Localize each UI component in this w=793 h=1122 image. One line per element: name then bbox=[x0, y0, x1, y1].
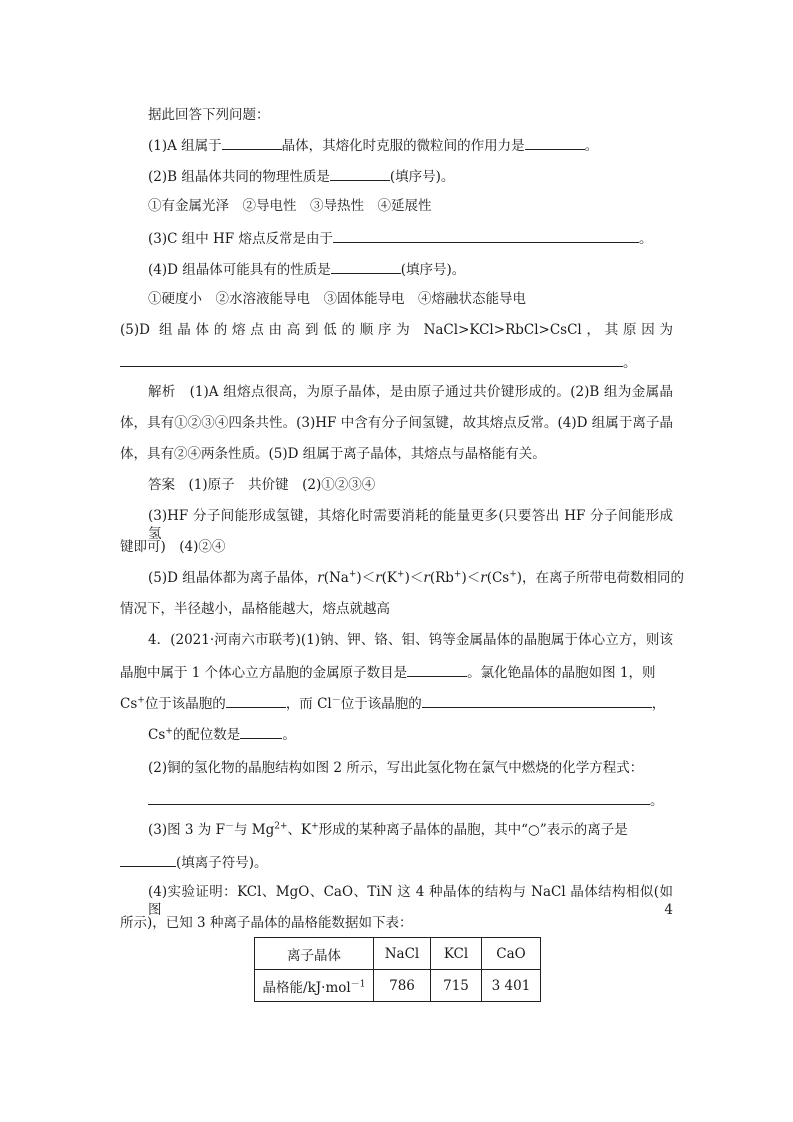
analysis-line-2: 体，具有①②③④四条共性。(3)HF 中含有分子间氢键，故其熔点反常。(4)D 组属于离子晶 bbox=[120, 415, 673, 431]
answer-blank[interactable] bbox=[148, 790, 650, 805]
table-row bbox=[255, 970, 541, 1002]
answer-blank[interactable] bbox=[333, 228, 639, 243]
q4-part2-answer-line: 。 bbox=[148, 790, 664, 810]
q3-part2-options: ①有金属光泽 ②导电性 ③导热性 ④延展性 bbox=[148, 198, 432, 214]
table-header-row bbox=[255, 938, 541, 970]
answer-line-2: (3)HF 分子间能形成氢键，其熔化时需要消耗的能量更多(只要答出 HF 分子间能形成氢 bbox=[148, 508, 673, 542]
q4-part3-answer: (填离子符号)。 bbox=[120, 852, 268, 872]
q3-part1: (1)A 组属于 晶体，其熔化时克服的微粒间的作用力是 。 bbox=[148, 135, 598, 155]
answer-blank[interactable] bbox=[226, 693, 286, 708]
answer-line-5: 情况下，半径越小，晶格能越大，熔点就越高 bbox=[120, 601, 390, 617]
analysis-line-3: 体，具有②④两条性质。(5)D 组属于离子晶体，其熔点与晶格能有关。 bbox=[120, 446, 546, 462]
answer-blank[interactable] bbox=[240, 724, 282, 739]
q3-part2: (2)B 组晶体共同的物理性质是 (填序号)。 bbox=[148, 166, 454, 186]
answer-blank[interactable] bbox=[331, 259, 401, 274]
q4-part4-line-2: 所示)，已知 3 种离子晶体的晶格能数据如下表： bbox=[120, 915, 413, 931]
table-cell: 715 bbox=[431, 970, 482, 1002]
answer-blank[interactable] bbox=[330, 166, 390, 181]
q4-line-1: 4．(2021·河南六市联考)(1)钠、钾、铬、钼、钨等金属晶体的晶胞属于体心立方，则该 bbox=[148, 632, 673, 648]
q4-line-2: 晶胞中属于 1 个体心立方晶胞的金属原子数目是 。氯化铯晶体的晶胞如图 1，则 bbox=[120, 662, 656, 682]
table-row-label: 晶格能/kJ·mol$^{-1}$ bbox=[255, 970, 374, 1002]
answer-line-1: 答案 (1)原子 共价键 (2)①②③④ bbox=[148, 477, 376, 493]
q3-part3: (3)C 组中 HF 熔点反常是由于 。 bbox=[148, 228, 652, 248]
q3-part4: (4)D 组晶体可能具有的性质是 (填序号)。 bbox=[148, 259, 465, 279]
table-header-cell: 离子晶体 bbox=[255, 938, 374, 970]
table-header-cell: KCl bbox=[431, 938, 482, 970]
answer-blank[interactable] bbox=[120, 852, 176, 867]
analysis-line-1: 解析 (1)A 组熔点很高，为原子晶体，是由原子通过共价键形成的。(2)B 组为金属晶 bbox=[148, 384, 673, 400]
q4-part2: (2)铜的氢化物的晶胞结构如图 2 所示，写出此氢化物在氯气中燃烧的化学方程式： bbox=[148, 760, 644, 776]
table-cell: 786 bbox=[374, 970, 431, 1002]
answer-blank[interactable] bbox=[120, 352, 623, 367]
answer-line-4: (5)D 组晶体都为离子晶体，r(Na+)＜r(K+)＜r(Rb+)＜r(Cs+)，在离子所带电荷数相同的 bbox=[148, 569, 685, 586]
answer-blank[interactable] bbox=[422, 693, 652, 708]
table-cell: 3 401 bbox=[482, 970, 541, 1002]
q3-part5-answer-line: 。 bbox=[120, 352, 637, 372]
q4-line-3: Cs+位于该晶胞的 ，而 Cl－位于该晶胞的 ， bbox=[120, 693, 665, 713]
q4-line-4: Cs+的配位数是 。 bbox=[148, 724, 296, 744]
q3-prompt: 据此回答下列问题： bbox=[148, 107, 270, 123]
answer-blank[interactable] bbox=[222, 135, 282, 150]
table-header-cell: NaCl bbox=[374, 938, 431, 970]
answer-blank[interactable] bbox=[407, 662, 467, 677]
q4-part4-line-1: (4)实验证明：KCl、MgO、CaO、TiN 这 4 种晶体的结构与 NaCl 晶体结构相似(如图 4 bbox=[148, 884, 673, 918]
table-header-cell: CaO bbox=[482, 938, 541, 970]
q4-part3: (3)图 3 为 F－与 $Mg^{2+}$、K+形成的某种离子晶体的晶胞，其中“○”表示的离子是 bbox=[148, 821, 628, 838]
q3-part4-options: ①硬度小 ②水溶液能导电 ③固体能导电 ④熔融状态能导电 bbox=[148, 291, 526, 307]
answer-blank[interactable] bbox=[525, 135, 585, 150]
lattice-energy-table bbox=[254, 937, 541, 1002]
answer-line-3: 键即可) (4)②④ bbox=[120, 539, 226, 555]
q3-part5: (5)D 组晶体的熔点由高到低的顺序为 NaCl>KCl>RbCl>CsCl，其原因为 bbox=[120, 322, 673, 338]
